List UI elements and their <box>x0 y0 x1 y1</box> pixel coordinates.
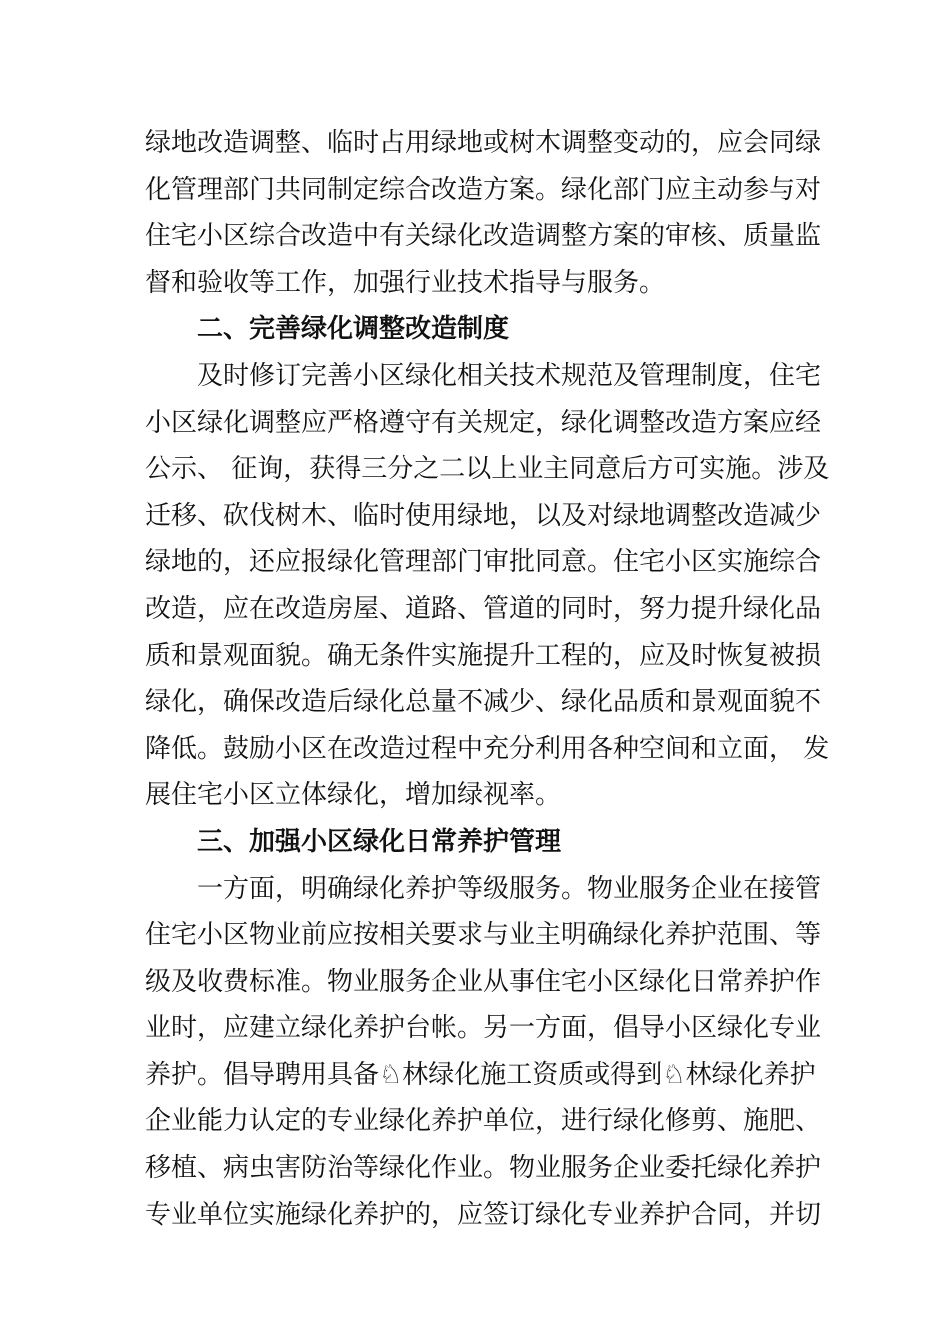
section-heading-text: 二、完善绿化调整改造制度 <box>197 314 510 345</box>
text-line: 绿地的，还应报绿化管理部门审批同意。住宅小区实施综合 <box>145 547 822 578</box>
text-line: 住宅小区综合改造中有关绿化改造调整方案的审核、质量监 <box>145 221 822 252</box>
text-line: 养护。倡导聘用具备♘林绿化施工资质或得到♘林绿化养护 <box>145 1059 816 1090</box>
paragraph <box>145 120 820 306</box>
text-line: 小区绿化调整应严格遵守有关规定，绿化调整改造方案应经 <box>145 407 822 438</box>
text-line: 化管理部门共同制定综合改造方案。绿化部门应主动参与对 <box>145 174 822 205</box>
section-heading <box>145 306 820 353</box>
text-line: 督和验收等工作，加强行业技术指导与服务。 <box>145 267 666 298</box>
text-line: 级及收费标准。物业服务企业从事住宅小区绿化日常养护作 <box>145 966 822 997</box>
text-line: 降低。鼓励小区在改造过程中充分利用各种空间和立面， 发 <box>145 733 830 764</box>
text-line: 绿地改造调整、临时占用绿地或树木调整变动的，应会同绿 <box>145 128 822 158</box>
text-line: 业时，应建立绿化养护台帐。另一方面，倡导小区绿化专业 <box>145 1013 822 1044</box>
paragraph <box>145 353 830 819</box>
text-line: 改造，应在改造房屋、道路、管道的同时，努力提升绿化品 <box>145 593 822 624</box>
text-line: 公示、 征询，获得三分之二以上业主同意后方可实施。涉及 <box>145 454 830 485</box>
text-line: 住宅小区物业前应按相关要求与业主明确绿化养护范围、等 <box>145 920 822 951</box>
text-line: 绿化，确保改造后绿化总量不减少、绿化品质和景观面貌不 <box>145 687 822 718</box>
document-body <box>145 120 830 1238</box>
text-line: 移植、病虫害防治等绿化作业。物业服务企业委托绿化养护 <box>145 1153 822 1184</box>
text-line: 迁移、砍伐树木、临时使用绿地，以及对绿地调整改造减少 <box>145 500 822 531</box>
text-line: 专业单位实施绿化养护的，应签订绿化专业养护合同，并切 <box>145 1199 822 1230</box>
text-line: 一方面，明确绿化养护等级服务。物业服务企业在接管 <box>197 873 822 904</box>
section-heading <box>145 819 820 866</box>
text-line: 展住宅小区立体绿化，增加绿视率。 <box>145 780 562 811</box>
text-line: 及时修订完善小区绿化相关技术规范及管理制度，住宅 <box>197 360 822 391</box>
section-heading-text: 三、加强小区绿化日常养护管理 <box>197 826 562 857</box>
text-line: 企业能力认定的专业绿化养护单位，进行绿化修剪、施肥、 <box>145 1106 822 1137</box>
text-line: 质和景观面貌。确无条件实施提升工程的，应及时恢复被损 <box>145 640 822 671</box>
paragraph <box>145 866 820 1239</box>
